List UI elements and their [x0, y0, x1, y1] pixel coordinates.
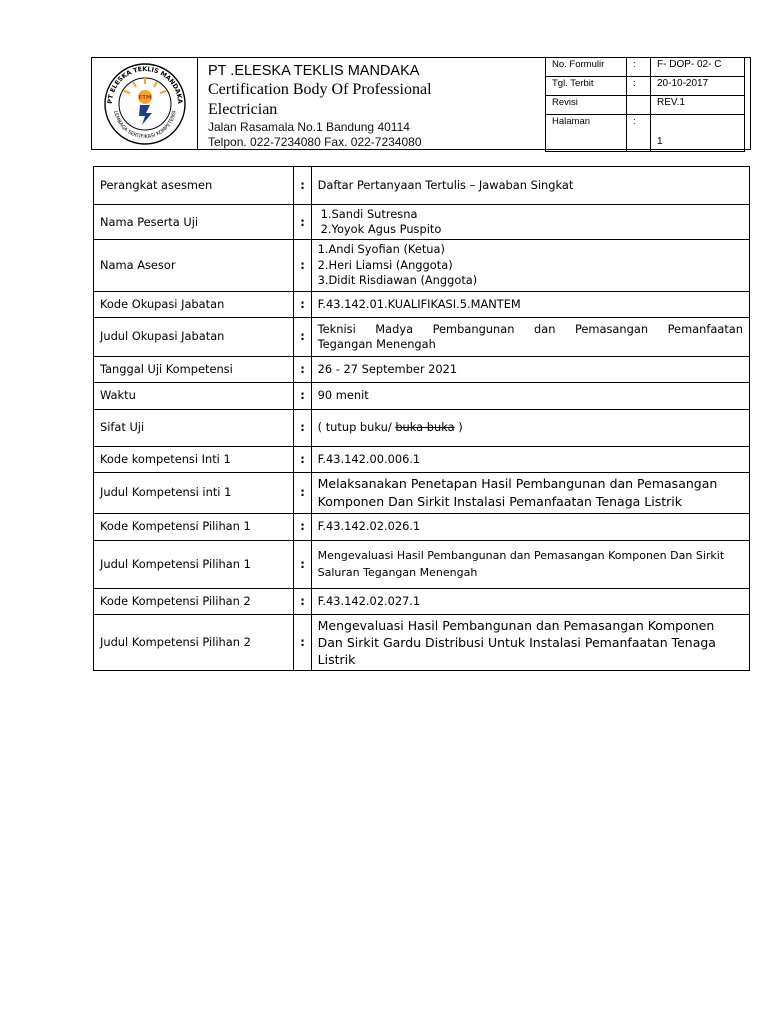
- table-row: [94, 472, 750, 513]
- company-address: Jalan Rasamala No.1 Bandung 40114: [208, 120, 410, 134]
- row-label: Judul Kompetensi inti 1: [94, 472, 294, 513]
- row-value: [311, 409, 749, 446]
- table-row: [94, 356, 750, 382]
- row-value: F.43.142.00.006.1: [311, 446, 749, 472]
- row-colon: :: [294, 588, 311, 614]
- row-colon: :: [294, 356, 311, 382]
- row-value: 26 - 27 September 2021: [311, 356, 749, 382]
- row-value: 90 menit: [311, 382, 749, 409]
- row-label: Kode kompetensi Inti 1: [94, 446, 294, 472]
- meta-row: [546, 96, 745, 115]
- assessor-name: 1.Andi Syofian (Ketua): [317, 242, 445, 256]
- row-value: [311, 540, 749, 588]
- meta-row: [546, 115, 745, 152]
- row-colon: :: [294, 167, 311, 205]
- company-info: [208, 62, 528, 150]
- meta-value: REV.1: [651, 96, 745, 115]
- row-value: F.43.142.02.027.1: [311, 588, 749, 614]
- meta-key: Halaman: [546, 115, 627, 152]
- row-colon: :: [294, 446, 311, 472]
- row-label: Judul Kompetensi Pilihan 2: [94, 614, 294, 670]
- row-value: [311, 205, 749, 240]
- competency-title-line: Melaksanakan Penetapan Hasil Pembangunan dan Pemasangan: [317, 475, 718, 491]
- row-label: Waktu: [94, 382, 294, 409]
- meta-key: No. Formulir: [546, 58, 627, 77]
- row-colon: :: [294, 513, 311, 540]
- logo-center-text: ETM: [138, 95, 152, 101]
- row-colon: :: [294, 614, 311, 670]
- company-phone: Telpon. 022-7234080 Fax. 022-7234080: [208, 135, 422, 149]
- row-label: Judul Kompetensi Pilihan 1: [94, 540, 294, 588]
- exam-mode-struck-text: buka buka: [395, 420, 455, 434]
- company-name: PT .ELESKA TEKLIS MANDAKA: [208, 63, 420, 79]
- table-row: [94, 409, 750, 446]
- row-colon: :: [294, 409, 311, 446]
- row-value: F.43.142.01.KUALIFIKASI.5.MANTEM: [311, 291, 749, 317]
- meta-colon: :: [627, 115, 651, 152]
- meta-row: [546, 58, 745, 77]
- table-row: [94, 588, 750, 614]
- table-row: [94, 317, 750, 356]
- row-colon: :: [294, 317, 311, 356]
- logo-cell: [92, 58, 198, 149]
- exam-mode-close: ): [454, 420, 463, 434]
- row-colon: :: [294, 472, 311, 513]
- meta-colon: [627, 96, 651, 115]
- competency-title-line: Listrik: [317, 651, 356, 667]
- meta-row: [546, 77, 745, 96]
- meta-colon: :: [627, 58, 651, 77]
- row-colon: :: [294, 540, 311, 588]
- meta-value: 1: [651, 115, 745, 152]
- table-row: [94, 205, 750, 240]
- row-colon: :: [294, 240, 311, 292]
- logo-ring-text-top: PT ELESKA TEKLIS MANDAKA: [106, 65, 184, 105]
- row-label: Perangkat asesmen: [94, 167, 294, 205]
- row-label: Judul Okupasi Jabatan: [94, 317, 294, 356]
- row-colon: :: [294, 382, 311, 409]
- table-row: [94, 540, 750, 588]
- participant-name: 1.Sandi Sutresna: [320, 207, 418, 221]
- occupation-title-line: Tegangan Menengah: [317, 336, 436, 351]
- row-label: Tanggal Uji Kompetensi: [94, 356, 294, 382]
- occupation-title-line: Teknisi Madya Pembangunan dan Pemasangan Pemanfaatan: [317, 321, 743, 336]
- row-value: [311, 317, 749, 356]
- meta-key: Revisi: [546, 96, 627, 115]
- assessment-info-table: [93, 166, 750, 671]
- row-colon: :: [294, 205, 311, 240]
- table-row: [94, 513, 750, 540]
- exam-mode-text: ( tutup buku/: [317, 420, 396, 434]
- certification-line-1: Certification Body Of Professional: [208, 81, 432, 98]
- row-value: Daftar Pertanyaan Tertulis – Jawaban Singkat: [311, 167, 749, 205]
- meta-value: F- DOP- 02- C: [651, 58, 745, 77]
- logo-ring-text-bottom: LEMBAGA SERTIFIKASI KOMPETENSI: [112, 110, 178, 141]
- row-label: Nama Asesor: [94, 240, 294, 292]
- meta-colon: :: [627, 77, 651, 96]
- competency-title-line: Saluran Tegangan Menengah: [317, 566, 478, 579]
- logo-figure-icon: [139, 105, 152, 125]
- table-row: [94, 446, 750, 472]
- table-row: [94, 291, 750, 317]
- competency-title-line: Mengevaluasi Hasil Pembangunan dan Pemasangan Komponen: [317, 617, 715, 633]
- table-row: [94, 167, 750, 205]
- lsk-logo: [100, 61, 190, 147]
- row-label: Sifat Uji: [94, 409, 294, 446]
- row-colon: :: [294, 291, 311, 317]
- row-value: F.43.142.02.026.1: [311, 513, 749, 540]
- row-label: Nama Peserta Uji: [94, 205, 294, 240]
- row-value: [311, 614, 749, 670]
- row-label: Kode Okupasi Jabatan: [94, 291, 294, 317]
- row-value: [311, 240, 749, 292]
- document-header: [91, 57, 751, 150]
- certification-line-2: Electrician: [208, 101, 278, 118]
- table-row: [94, 614, 750, 670]
- competency-title-line: Dan Sirkit Gardu Distribusi Untuk Instalasi Pemanfaatan Tenaga: [317, 634, 716, 650]
- row-label: Kode Kompetensi Pilihan 1: [94, 513, 294, 540]
- table-row: [94, 240, 750, 292]
- form-meta-table: [545, 57, 745, 152]
- participant-name: 2.Yoyok Agus Puspito: [320, 222, 442, 236]
- assessor-name: 3.Didit Risdiawan (Anggota): [317, 273, 478, 287]
- assessor-name: 2.Heri Liamsi (Anggota): [317, 257, 453, 272]
- competency-title-line: Mengevaluasi Hasil Pembangunan dan Pemasangan Komponen Dan Sirkit: [317, 549, 725, 562]
- meta-key: Tgl. Terbit: [546, 77, 627, 96]
- row-value: [311, 472, 749, 513]
- meta-value: 20-10-2017: [651, 77, 745, 96]
- row-label: Kode Kompetensi Pilihan 2: [94, 588, 294, 614]
- table-row: [94, 382, 750, 409]
- competency-title-line: Komponen Dan Sirkit Instalasi Pemanfaatan Tenaga Listrik: [317, 493, 682, 509]
